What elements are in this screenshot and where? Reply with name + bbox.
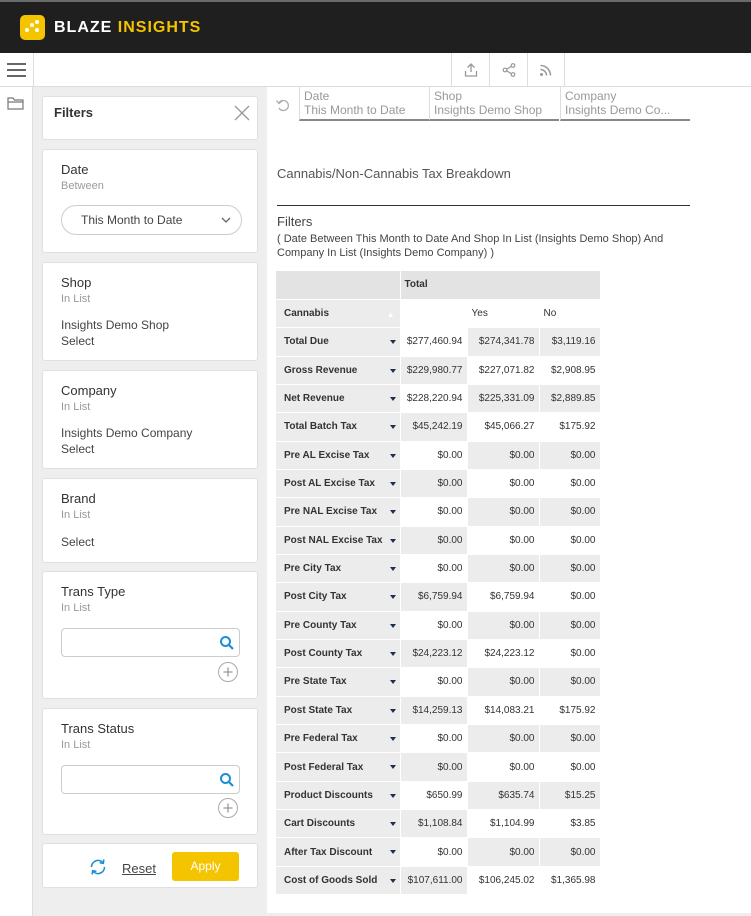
- table-row: [276, 668, 600, 696]
- company-filter-label: Company: [61, 383, 117, 398]
- row-label[interactable]: [276, 696, 400, 724]
- group-header-total: Total: [400, 271, 600, 299]
- share-icon: [501, 62, 517, 78]
- report-filters-description: ( Date Between This Month to Date And Shop In List (Insights Demo Shop) And Company In List (Insights Demo Company) ): [277, 233, 664, 259]
- trans-type-filter-card: [42, 571, 258, 699]
- date-filter-label: Date: [61, 162, 89, 177]
- row-label[interactable]: [276, 810, 400, 838]
- report-area: [267, 87, 751, 913]
- cell-no: $0.00: [539, 469, 600, 497]
- company-selected-value: Insights Demo Company: [61, 426, 193, 440]
- cell-total: $0.00: [400, 554, 467, 582]
- breadcrumb-label: Company: [565, 89, 617, 103]
- date-filter-card: [42, 149, 258, 253]
- cell-total: $0.00: [400, 838, 467, 866]
- cell-no: $15.25: [539, 781, 600, 809]
- cell-yes: $635.74: [467, 781, 539, 809]
- table-subheader-row: [276, 299, 600, 327]
- table-row: [276, 639, 600, 667]
- cell-no: $0.00: [539, 611, 600, 639]
- cell-yes: $45,066.27: [467, 413, 539, 441]
- expand-caret-icon[interactable]: [390, 822, 396, 826]
- sort-up-icon[interactable]: ▲: [386, 309, 395, 319]
- row-label[interactable]: [276, 469, 400, 497]
- upload-icon: [463, 62, 479, 78]
- left-sidebar: [0, 87, 33, 916]
- row-label[interactable]: [276, 753, 400, 781]
- expand-caret-icon[interactable]: [390, 369, 396, 373]
- divider: [277, 205, 690, 206]
- cell-no: $175.92: [539, 696, 600, 724]
- row-label-text: Pre NAL Excise Tax: [284, 506, 378, 518]
- export-button[interactable]: [451, 53, 489, 87]
- chevron-down-icon: [220, 214, 232, 226]
- table-row: [276, 866, 600, 894]
- tax-breakdown-table: [276, 271, 601, 895]
- folder-icon[interactable]: [7, 96, 25, 111]
- cell-yes: $0.00: [467, 498, 539, 526]
- cell-no: $0.00: [539, 838, 600, 866]
- cell-yes: $0.00: [467, 441, 539, 469]
- expand-caret-icon[interactable]: [390, 879, 396, 883]
- row-dimension-header[interactable]: [276, 299, 400, 327]
- cell-yes: $227,071.82: [467, 356, 539, 384]
- report-title: Cannabis/Non-Cannabis Tax Breakdown: [277, 166, 511, 181]
- cell-no: $2,889.85: [539, 384, 600, 412]
- expand-caret-icon[interactable]: [390, 737, 396, 741]
- brand-filter-operator: In List: [61, 509, 91, 521]
- table-row: [276, 781, 600, 809]
- cell-no: $0.00: [539, 583, 600, 611]
- top-bar: [0, 0, 751, 53]
- date-range-value: This Month to Date: [81, 213, 183, 227]
- cell-total: $650.99: [400, 781, 467, 809]
- breadcrumb-label: Shop: [434, 89, 463, 103]
- cell-total: $229,980.77: [400, 356, 467, 384]
- row-label-text: After Tax Discount: [284, 846, 373, 858]
- cell-total: $0.00: [400, 611, 467, 639]
- search-icon[interactable]: [219, 635, 235, 651]
- rss-icon: [538, 62, 554, 78]
- expand-caret-icon[interactable]: [390, 510, 396, 514]
- filters-panel-header: [42, 96, 258, 140]
- cell-no: $0.00: [539, 639, 600, 667]
- cell-no: $3,119.16: [539, 328, 600, 356]
- expand-caret-icon[interactable]: [390, 425, 396, 429]
- apply-button[interactable]: Apply: [172, 852, 239, 881]
- row-label[interactable]: [276, 441, 400, 469]
- row-label-text: Gross Revenue: [284, 364, 358, 376]
- cell-no: $0.00: [539, 554, 600, 582]
- menu-icon[interactable]: [0, 53, 34, 87]
- add-circle-icon[interactable]: [218, 662, 238, 682]
- cell-no: $1,365.98: [539, 866, 600, 894]
- cell-no: $175.92: [539, 413, 600, 441]
- cell-yes: $0.00: [467, 753, 539, 781]
- table-row: [276, 498, 600, 526]
- filters-title: Filters: [54, 105, 94, 120]
- reset-link[interactable]: Reset: [122, 861, 156, 876]
- table-row: [276, 356, 600, 384]
- shop-filter-card: [42, 262, 258, 361]
- row-label-text: Post NAL Excise Tax: [284, 534, 383, 546]
- cell-total: $0.00: [400, 526, 467, 554]
- blaze-logo-icon[interactable]: [20, 15, 45, 40]
- trans-type-filter-operator: In List: [61, 602, 91, 614]
- row-label[interactable]: [276, 356, 400, 384]
- breadcrumb-company[interactable]: [560, 87, 690, 121]
- trans-status-filter-operator: In List: [61, 739, 91, 751]
- row-label-text: Pre State Tax: [284, 676, 347, 688]
- row-label-text: Post City Tax: [284, 591, 347, 603]
- table-row: [276, 328, 600, 356]
- brand-name[interactable]: BLAZE INSIGHTS: [54, 19, 202, 36]
- cell-total: $0.00: [400, 725, 467, 753]
- cell-total: $45,242.19: [400, 413, 467, 441]
- cell-yes: $0.00: [467, 526, 539, 554]
- expand-caret-icon[interactable]: [390, 397, 396, 401]
- table-row: [276, 384, 600, 412]
- cell-no: $2,908.95: [539, 356, 600, 384]
- trans-type-filter-label: Trans Type: [61, 584, 126, 599]
- toolbar: [0, 53, 751, 87]
- shop-select-link[interactable]: Select: [61, 334, 95, 348]
- shop-filter-label: Shop: [61, 275, 92, 290]
- table-row: [276, 469, 600, 497]
- expand-caret-icon[interactable]: [390, 567, 396, 571]
- row-label-text: Total Batch Tax: [284, 421, 357, 433]
- brand-filter-label: Brand: [61, 491, 96, 506]
- row-label-text: Total Due: [284, 336, 329, 348]
- table-row: [276, 554, 600, 582]
- trans-type-search-input[interactable]: [61, 628, 240, 657]
- cell-total: $0.00: [400, 441, 467, 469]
- rss-button[interactable]: [527, 53, 565, 87]
- table-row: [276, 526, 600, 554]
- cell-total: $0.00: [400, 753, 467, 781]
- row-label[interactable]: [276, 328, 400, 356]
- cell-yes: $0.00: [467, 469, 539, 497]
- cell-total: $0.00: [400, 469, 467, 497]
- add-circle-icon[interactable]: [218, 798, 238, 818]
- expand-caret-icon[interactable]: [390, 850, 396, 854]
- expand-caret-icon[interactable]: [390, 794, 396, 798]
- plus-icon: [219, 799, 237, 817]
- breadcrumb-shop[interactable]: [429, 87, 559, 121]
- row-label-text: Post AL Excise Tax: [284, 478, 375, 490]
- share-button[interactable]: [489, 53, 527, 87]
- expand-caret-icon[interactable]: [390, 765, 396, 769]
- row-label-text: Pre AL Excise Tax: [284, 449, 370, 461]
- company-filter-operator: In List: [61, 401, 91, 413]
- row-label[interactable]: [276, 725, 400, 753]
- expand-caret-icon[interactable]: [390, 482, 396, 486]
- row-label-text: Pre City Tax: [284, 563, 342, 575]
- table-row: [276, 810, 600, 838]
- row-label[interactable]: [276, 498, 400, 526]
- breadcrumb-label: Date: [304, 89, 330, 103]
- column-header-total: [400, 299, 467, 327]
- trans-status-search-input[interactable]: [61, 765, 240, 794]
- row-label-text: Product Discounts: [284, 789, 373, 801]
- row-label[interactable]: [276, 583, 400, 611]
- breadcrumb-value: Insights Demo Shop: [434, 103, 543, 117]
- row-label-text: Net Revenue: [284, 393, 345, 405]
- cell-total: $0.00: [400, 498, 467, 526]
- cell-total: $0.00: [400, 668, 467, 696]
- row-dimension-label: Cannabis: [284, 308, 330, 320]
- row-label[interactable]: [276, 639, 400, 667]
- column-header-yes: Yes: [467, 299, 539, 327]
- cell-no: $0.00: [539, 753, 600, 781]
- search-icon[interactable]: [219, 772, 235, 788]
- expand-caret-icon[interactable]: [390, 539, 396, 543]
- company-filter-card: [42, 370, 258, 469]
- cell-yes: $24,223.12: [467, 639, 539, 667]
- cell-yes: $0.00: [467, 611, 539, 639]
- cell-no: $0.00: [539, 441, 600, 469]
- trans-status-filter-card: [42, 708, 258, 835]
- close-icon[interactable]: [233, 104, 251, 122]
- shop-selected-value: Insights Demo Shop: [61, 318, 170, 332]
- expand-caret-icon[interactable]: [390, 454, 396, 458]
- table-row: [276, 838, 600, 866]
- cell-total: $277,460.94: [400, 328, 467, 356]
- cell-total: $6,759.94: [400, 583, 467, 611]
- company-select-link[interactable]: Select: [61, 442, 95, 456]
- row-label-text: Cart Discounts: [284, 818, 356, 830]
- table-row: [276, 441, 600, 469]
- expand-caret-icon[interactable]: [390, 340, 396, 344]
- breadcrumb-value: This Month to Date: [304, 103, 406, 117]
- undo-icon[interactable]: [275, 97, 291, 113]
- trans-status-filter-label: Trans Status: [61, 721, 135, 736]
- cell-yes: $274,341.78: [467, 328, 539, 356]
- breadcrumb-value: Insights Demo Co...: [565, 103, 671, 117]
- expand-caret-icon[interactable]: [390, 624, 396, 628]
- cell-yes: $0.00: [467, 554, 539, 582]
- cell-yes: $14,083.21: [467, 696, 539, 724]
- table-row: [276, 611, 600, 639]
- date-filter-operator: Between: [61, 180, 104, 192]
- row-label[interactable]: [276, 838, 400, 866]
- table-row: [276, 583, 600, 611]
- row-label-text: Pre Federal Tax: [284, 733, 358, 745]
- row-label-text: Post County Tax: [284, 648, 363, 660]
- cell-yes: $225,331.09: [467, 384, 539, 412]
- expand-caret-icon[interactable]: [390, 595, 396, 599]
- shop-filter-operator: In List: [61, 293, 91, 305]
- cell-no: $3.85: [539, 810, 600, 838]
- cell-total: $107,611.00: [400, 866, 467, 894]
- breadcrumb-date[interactable]: [299, 87, 429, 121]
- expand-caret-icon[interactable]: [390, 652, 396, 656]
- table-row: [276, 696, 600, 724]
- header-corner: [276, 271, 400, 299]
- plus-icon: [219, 663, 237, 681]
- row-label[interactable]: [276, 554, 400, 582]
- row-label-text: Post Federal Tax: [284, 761, 364, 773]
- date-range-select[interactable]: [61, 205, 242, 235]
- column-header-no: No: [539, 299, 600, 327]
- cell-yes: $0.00: [467, 668, 539, 696]
- row-label[interactable]: [276, 384, 400, 412]
- row-label[interactable]: [276, 668, 400, 696]
- cell-no: $0.00: [539, 498, 600, 526]
- table-row: [276, 413, 600, 441]
- cell-no: $0.00: [539, 668, 600, 696]
- row-label[interactable]: [276, 526, 400, 554]
- row-label-text: Post State Tax: [284, 704, 353, 716]
- cell-yes: $1,104.99: [467, 810, 539, 838]
- cell-total: $14,259.13: [400, 696, 467, 724]
- row-label-text: Cost of Goods Sold: [284, 874, 378, 886]
- row-label[interactable]: [276, 413, 400, 441]
- report-filters-label: Filters: [277, 214, 313, 229]
- cell-yes: $0.00: [467, 838, 539, 866]
- row-label-text: Pre County Tax: [284, 619, 357, 631]
- table-header-row: [276, 271, 600, 299]
- cell-total: $1,108.84: [400, 810, 467, 838]
- table-row: [276, 725, 600, 753]
- cell-yes: $6,759.94: [467, 583, 539, 611]
- row-label[interactable]: [276, 611, 400, 639]
- row-label[interactable]: [276, 781, 400, 809]
- expand-caret-icon[interactable]: [390, 680, 396, 684]
- expand-caret-icon[interactable]: [390, 709, 396, 713]
- cell-total: $228,220.94: [400, 384, 467, 412]
- brand-select-link[interactable]: Select: [61, 535, 95, 549]
- cell-no: $0.00: [539, 725, 600, 753]
- row-label[interactable]: [276, 866, 400, 894]
- filter-actions: [42, 843, 258, 888]
- cell-no: $0.00: [539, 526, 600, 554]
- cell-total: $24,223.12: [400, 639, 467, 667]
- cell-yes: $106,245.02: [467, 866, 539, 894]
- table-row: [276, 753, 600, 781]
- brand-filter-card: [42, 478, 258, 563]
- refresh-icon[interactable]: [88, 857, 108, 877]
- cell-yes: $0.00: [467, 725, 539, 753]
